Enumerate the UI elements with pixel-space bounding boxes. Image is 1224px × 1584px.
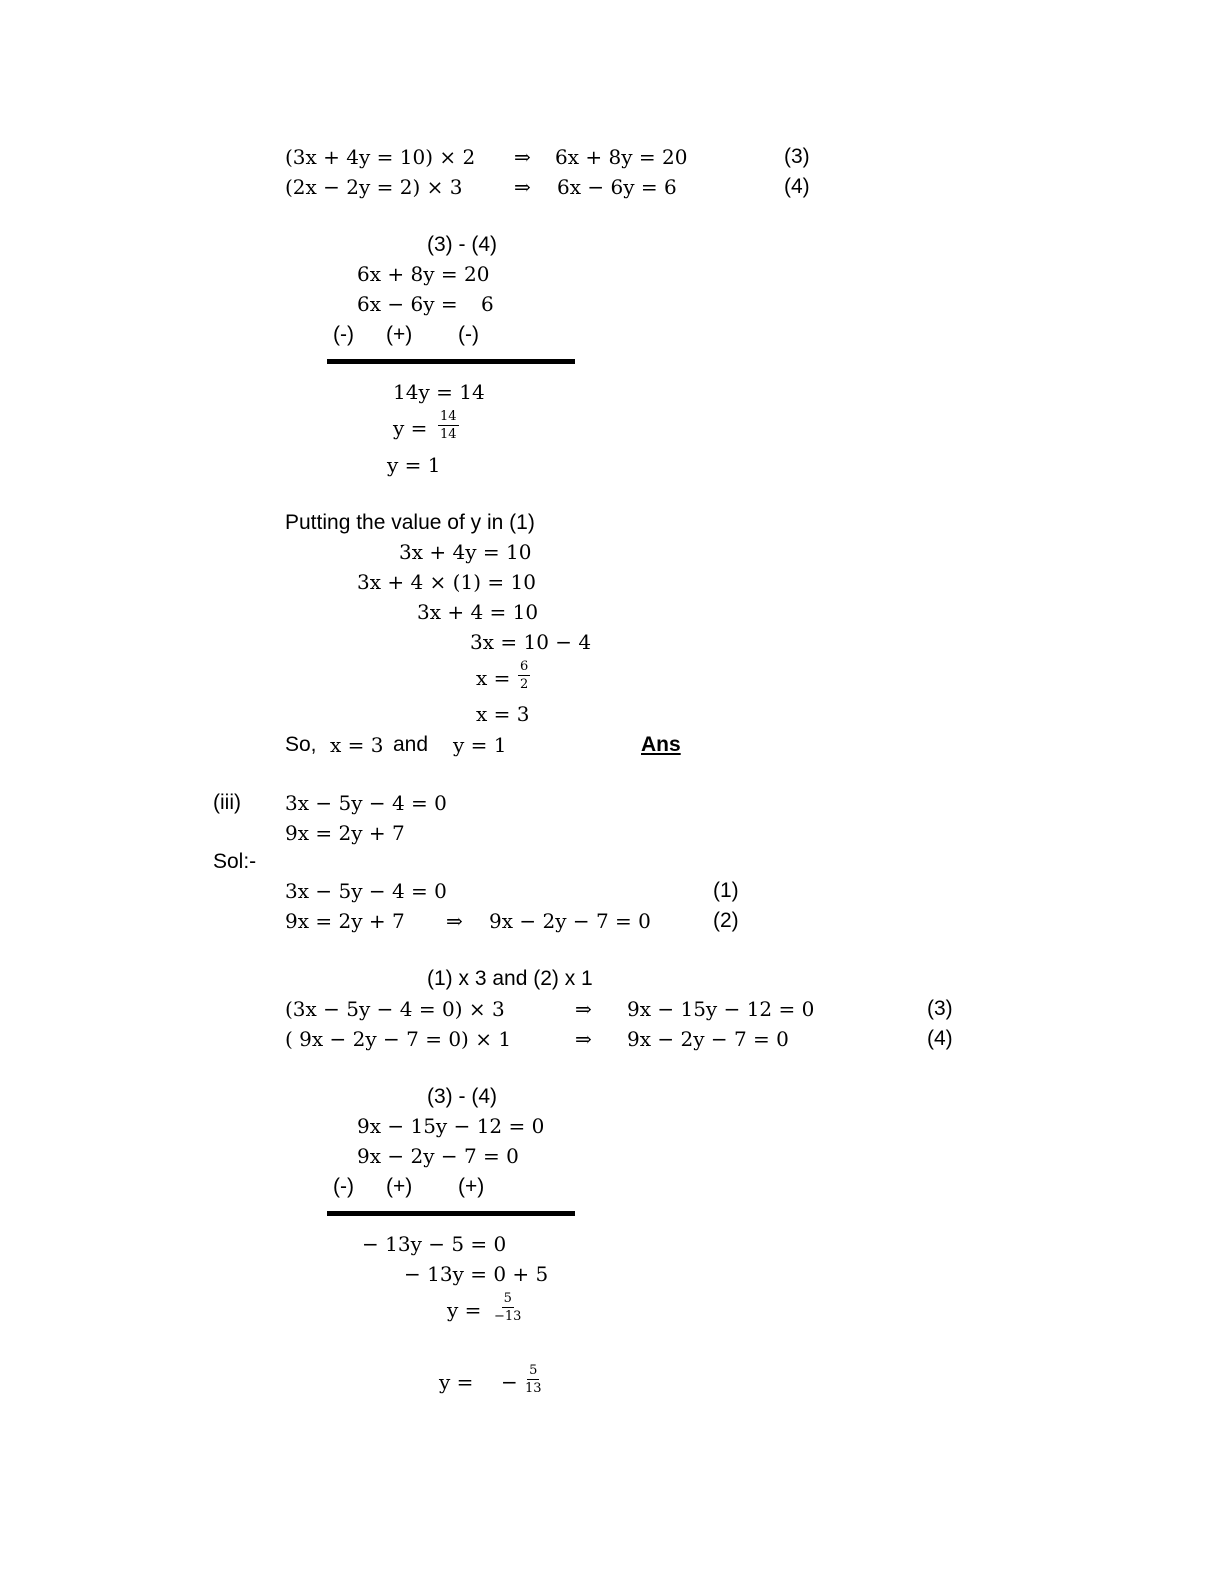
subtraction-heading: (3) - (4)	[427, 1085, 497, 1108]
so-prefix: So,	[285, 733, 317, 756]
so-and: and	[393, 733, 429, 756]
equation-tag-2: (2)	[713, 909, 739, 932]
minus-sign: −	[501, 1370, 518, 1394]
result-line-1: − 13y − 5 = 0	[362, 1232, 507, 1256]
fraction	[523, 1364, 544, 1395]
sign-1: (-)	[333, 323, 354, 346]
subtraction-rule	[327, 359, 575, 364]
solution-equation-2: 9x = 2y + 7	[285, 909, 405, 933]
fraction	[492, 1292, 523, 1323]
fraction-denominator: 13	[525, 1381, 542, 1396]
subtraction-line-2: 6x − 6y =	[357, 292, 458, 316]
subtraction-heading: (3) - (4)	[427, 233, 497, 256]
equation-tag-1: (1)	[713, 879, 739, 902]
so-y-value: y = 1	[453, 733, 507, 757]
so-x-value: x = 3	[330, 733, 384, 757]
implies-arrow: ⇒	[446, 909, 463, 933]
multiplied-equation-3-left: (3x − 5y − 4 = 0) × 3	[285, 997, 505, 1021]
result-line-3-lhs: y =	[447, 1298, 482, 1322]
multiplied-equation-4-left: ( 9x − 2y − 7 = 0) × 1	[285, 1027, 512, 1051]
sign-2: (+)	[386, 1175, 413, 1198]
implies-arrow: ⇒	[514, 175, 531, 199]
solution-label: Sol:-	[213, 850, 257, 873]
fraction-numerator: 5	[503, 1291, 512, 1306]
fraction	[518, 660, 530, 691]
question-equation-2: 9x = 2y + 7	[285, 821, 405, 845]
multiply-heading: (1) x 3 and (2) x 1	[427, 967, 593, 990]
sign-1: (-)	[333, 1175, 354, 1198]
equation-tag-4: (4)	[927, 1027, 953, 1050]
equation-4-left: (2x − 2y = 2) × 3	[285, 175, 463, 199]
fraction	[438, 410, 459, 441]
fraction-denominator: −13	[494, 1309, 522, 1324]
subtraction-line-2: 9x − 2y − 7 = 0	[357, 1144, 519, 1168]
solution-equation-1: 3x − 5y − 4 = 0	[285, 879, 447, 903]
implies-arrow: ⇒	[514, 145, 531, 169]
equation-tag-3: (3)	[784, 145, 810, 168]
implies-arrow: ⇒	[575, 1027, 592, 1051]
fraction-numerator: 14	[440, 409, 457, 424]
substitution-line-4: 3x = 10 − 4	[470, 630, 592, 654]
equation-3-right: 6x + 8y = 20	[555, 145, 688, 169]
multiplied-equation-3-right: 9x − 15y − 12 = 0	[627, 997, 815, 1021]
result-line-3: y = 1	[387, 453, 441, 477]
equation-tag-4: (4)	[784, 175, 810, 198]
substitution-line-2: 3x + 4 × (1) = 10	[357, 570, 536, 594]
subtraction-line-1: 6x + 8y = 20	[357, 262, 490, 286]
solution-equation-2-right: 9x − 2y − 7 = 0	[489, 909, 651, 933]
putting-text: Putting the value of y in (1)	[285, 511, 535, 534]
question-equation-1: 3x − 5y − 4 = 0	[285, 791, 447, 815]
sign-3: (-)	[458, 323, 479, 346]
multiplied-equation-4-right: 9x − 2y − 7 = 0	[627, 1027, 789, 1051]
result-line-2-lhs: y =	[393, 416, 428, 440]
substitution-line-6: x = 3	[476, 702, 530, 726]
result-line-1: 14y = 14	[393, 380, 485, 404]
fraction-denominator: 2	[520, 677, 529, 692]
subtraction-line-1: 9x − 15y − 12 = 0	[357, 1114, 545, 1138]
fraction-numerator: 5	[529, 1363, 538, 1378]
equation-tag-3: (3)	[927, 997, 953, 1020]
result-line-2: − 13y = 0 + 5	[404, 1262, 549, 1286]
subtraction-line-2-rhs: 6	[481, 292, 494, 316]
answer-label: Ans	[641, 733, 681, 756]
equation-3-left: (3x + 4y = 10) × 2	[285, 145, 476, 169]
substitution-line-1: 3x + 4y = 10	[399, 540, 532, 564]
part-label: (iii)	[213, 791, 241, 814]
fraction-denominator: 14	[440, 427, 457, 442]
result-line-4-lhs: y =	[439, 1370, 474, 1394]
substitution-line-5-lhs: x =	[476, 666, 511, 690]
subtraction-rule	[327, 1211, 575, 1216]
fraction-numerator: 6	[520, 659, 529, 674]
equation-4-right: 6x − 6y = 6	[557, 175, 677, 199]
sign-2: (+)	[386, 323, 413, 346]
implies-arrow: ⇒	[575, 997, 592, 1021]
sign-3: (+)	[458, 1175, 485, 1198]
substitution-line-3: 3x + 4 = 10	[417, 600, 539, 624]
